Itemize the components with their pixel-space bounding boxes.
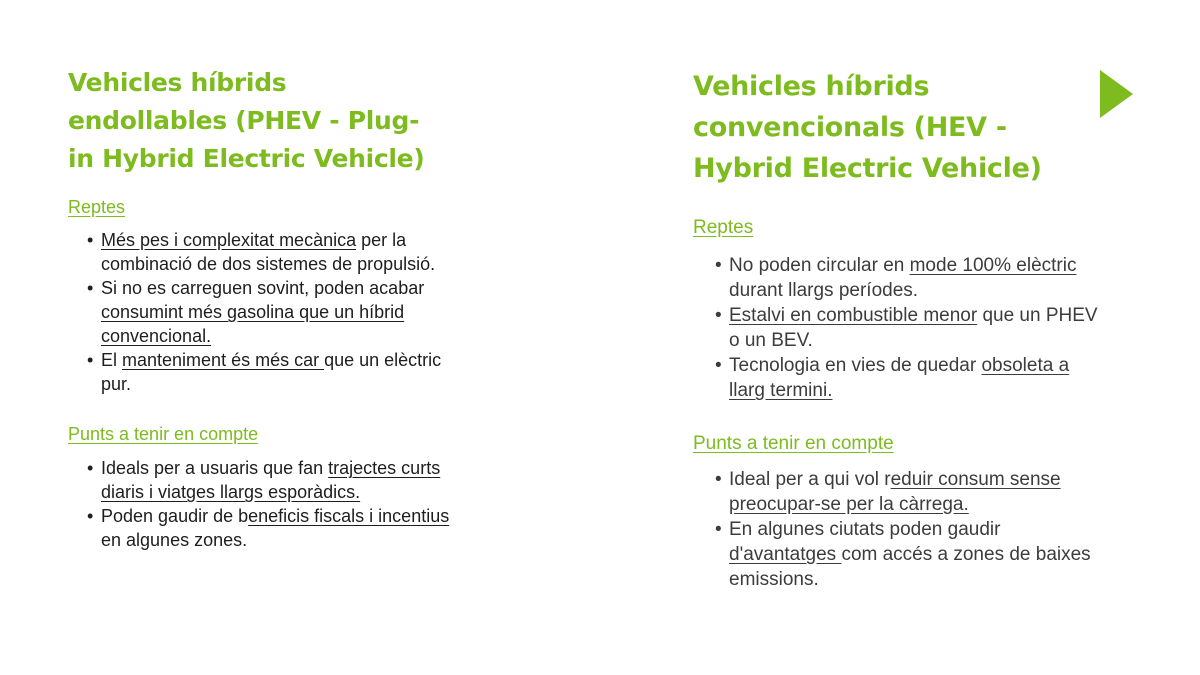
phev-challenges-heading: Reptes bbox=[68, 197, 126, 217]
list-item bbox=[729, 517, 1099, 592]
item-text: per la combinació de dos sistemes de propulsió. bbox=[101, 230, 436, 274]
item-text: No poden circular en bbox=[729, 255, 910, 276]
list-item bbox=[101, 228, 461, 276]
hev-notes-heading: Punts a tenir en compte bbox=[693, 433, 894, 454]
underlined-text: eduir consum sense preocupar-se per la càrrega. bbox=[729, 469, 1061, 515]
item-text: En algunes ciutats poden gaudir bbox=[729, 519, 1001, 540]
item-text: Tecnologia en vies de quedar bbox=[729, 355, 982, 376]
underlined-text: Estalvi en combustible menor bbox=[729, 305, 978, 326]
underlined-text: eneficis fiscals i incentius bbox=[248, 506, 450, 526]
play-arrow-icon[interactable] bbox=[1100, 70, 1133, 118]
list-item bbox=[729, 303, 1099, 353]
underlined-text: d'avantatges bbox=[729, 544, 842, 565]
hev-notes-list bbox=[693, 467, 1099, 592]
hev-challenges-list bbox=[693, 253, 1099, 403]
phev-column bbox=[68, 64, 468, 552]
item-text: Ideals per a usuaris que fan bbox=[101, 458, 329, 478]
list-item bbox=[101, 276, 461, 348]
underlined-text: obsoleta a llarg termini. bbox=[729, 355, 1070, 401]
item-text: en algunes zones. bbox=[101, 530, 248, 550]
hev-challenges-heading: Reptes bbox=[693, 217, 754, 238]
item-text: durant llargs períodes. bbox=[729, 280, 919, 301]
hev-column bbox=[693, 66, 1123, 592]
item-text: que un elèctric pur. bbox=[101, 350, 442, 394]
list-item bbox=[729, 353, 1099, 403]
item-text: com accés a zones de baixes emissions. bbox=[729, 544, 1091, 590]
underlined-text: consumint més gasolina que un híbrid convencional. bbox=[101, 302, 405, 346]
phev-notes-heading: Punts a tenir en compte bbox=[68, 424, 259, 444]
list-item bbox=[101, 348, 461, 396]
underlined-text: Més pes i complexitat mecànica bbox=[101, 230, 357, 250]
list-item bbox=[101, 504, 461, 552]
item-text: Poden gaudir de b bbox=[101, 506, 249, 526]
phev-title: Vehicles híbrids endollables (PHEV - Plug-in Hybrid Electric Vehicle) bbox=[68, 68, 425, 173]
item-text: Ideal per a qui vol r bbox=[729, 469, 891, 490]
list-item bbox=[101, 456, 461, 504]
hev-title: Vehicles híbrids convencionals (HEV - Hybrid Electric Vehicle) bbox=[693, 71, 1042, 184]
item-text: que un PHEV o un BEV. bbox=[729, 305, 1098, 351]
list-item bbox=[729, 253, 1099, 303]
underlined-text: mode 100% elèctric bbox=[909, 255, 1077, 276]
phev-notes-list bbox=[68, 456, 461, 552]
phev-challenges-list bbox=[68, 228, 461, 396]
underlined-text: manteniment és més car bbox=[122, 350, 325, 370]
item-text: Si no es carreguen sovint, poden acabar bbox=[101, 278, 425, 298]
item-text: El bbox=[101, 350, 123, 370]
underlined-text: trajectes curts diaris i viatges llargs esporàdics. bbox=[101, 458, 441, 502]
list-item bbox=[729, 467, 1099, 517]
